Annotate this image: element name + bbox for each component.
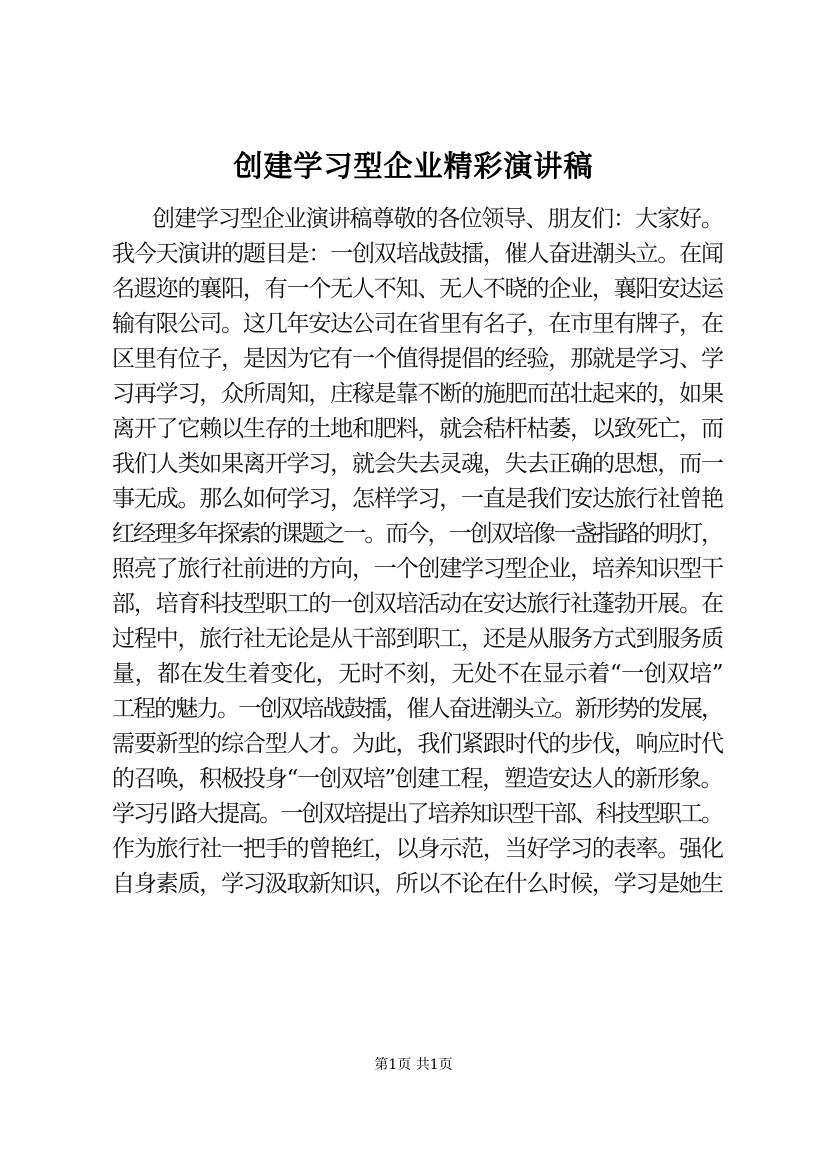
text-line: 需要新型的综合型人才。为此，我们紧跟时代的步伐，响应时代 <box>112 731 723 757</box>
text-line: 区里有位子，是因为它有一个值得提倡的经验，那就是学习、学 <box>112 346 723 372</box>
text-line: 输有限公司。这几年安达公司在省里有名子，在市里有牌子，在 <box>112 311 723 337</box>
text-line: 学习引路大提高。一创双培提出了培养知识型干部、科技型职工。 <box>112 801 723 827</box>
text-line: 作为旅行社一把手的曾艳红，以身示范，当好学习的表率。强化 <box>112 836 723 862</box>
text-line: 部，培育科技型职工的一创双培活动在安达旅行社蓬勃开展。在 <box>112 591 723 617</box>
text-line: 工程的魅力。一创双培战鼓擂，催人奋进潮头立。新形势的发展， <box>112 696 723 722</box>
text-line: 量，都在发生着变化，无时不刻，无处不在显示着“一创双培” <box>112 661 724 687</box>
text-line: 我们人类如果离开学习，就会失去灵魂，失去正确的思想，而一 <box>112 451 723 477</box>
text-line: 创建学习型企业演讲稿尊敬的各位领导、朋友们：大家好。 <box>152 206 723 232</box>
text-line: 离开了它赖以生存的土地和肥料，就会秸杆枯萎，以致死亡，而 <box>112 416 723 442</box>
page-footer: 第1页 共1页 <box>374 1057 453 1073</box>
text-line: 红经理多年探索的课题之一。而今，一创双培像一盏指路的明灯， <box>112 521 723 547</box>
text-line: 名遐迩的襄阳，有一个无人不知、无人不晓的企业，襄阳安达运 <box>112 276 723 302</box>
text-line: 自身素质，学习汲取新知识，所以不论在什么时候，学习是她生 <box>112 871 723 897</box>
text-line: 的召唤，积极投身“一创双培”创建工程，塑造安达人的新形象。 <box>112 766 723 792</box>
text-line: 事无成。那么如何学习，怎样学习，一直是我们安达旅行社曾艳 <box>112 486 723 512</box>
document-title: 创建学习型企业精彩演讲稿 <box>233 149 594 183</box>
text-line: 习再学习，众所周知，庄稼是靠不断的施肥而茁壮起来的，如果 <box>112 381 723 407</box>
text-line: 我今天演讲的题目是：一创双培战鼓擂，催人奋进潮头立。在闻 <box>112 241 723 267</box>
text-line: 过程中，旅行社无论是从干部到职工，还是从服务方式到服务质 <box>112 626 723 652</box>
document-body <box>112 202 724 902</box>
text-line: 照亮了旅行社前进的方向，一个创建学习型企业，培养知识型干 <box>112 556 723 582</box>
